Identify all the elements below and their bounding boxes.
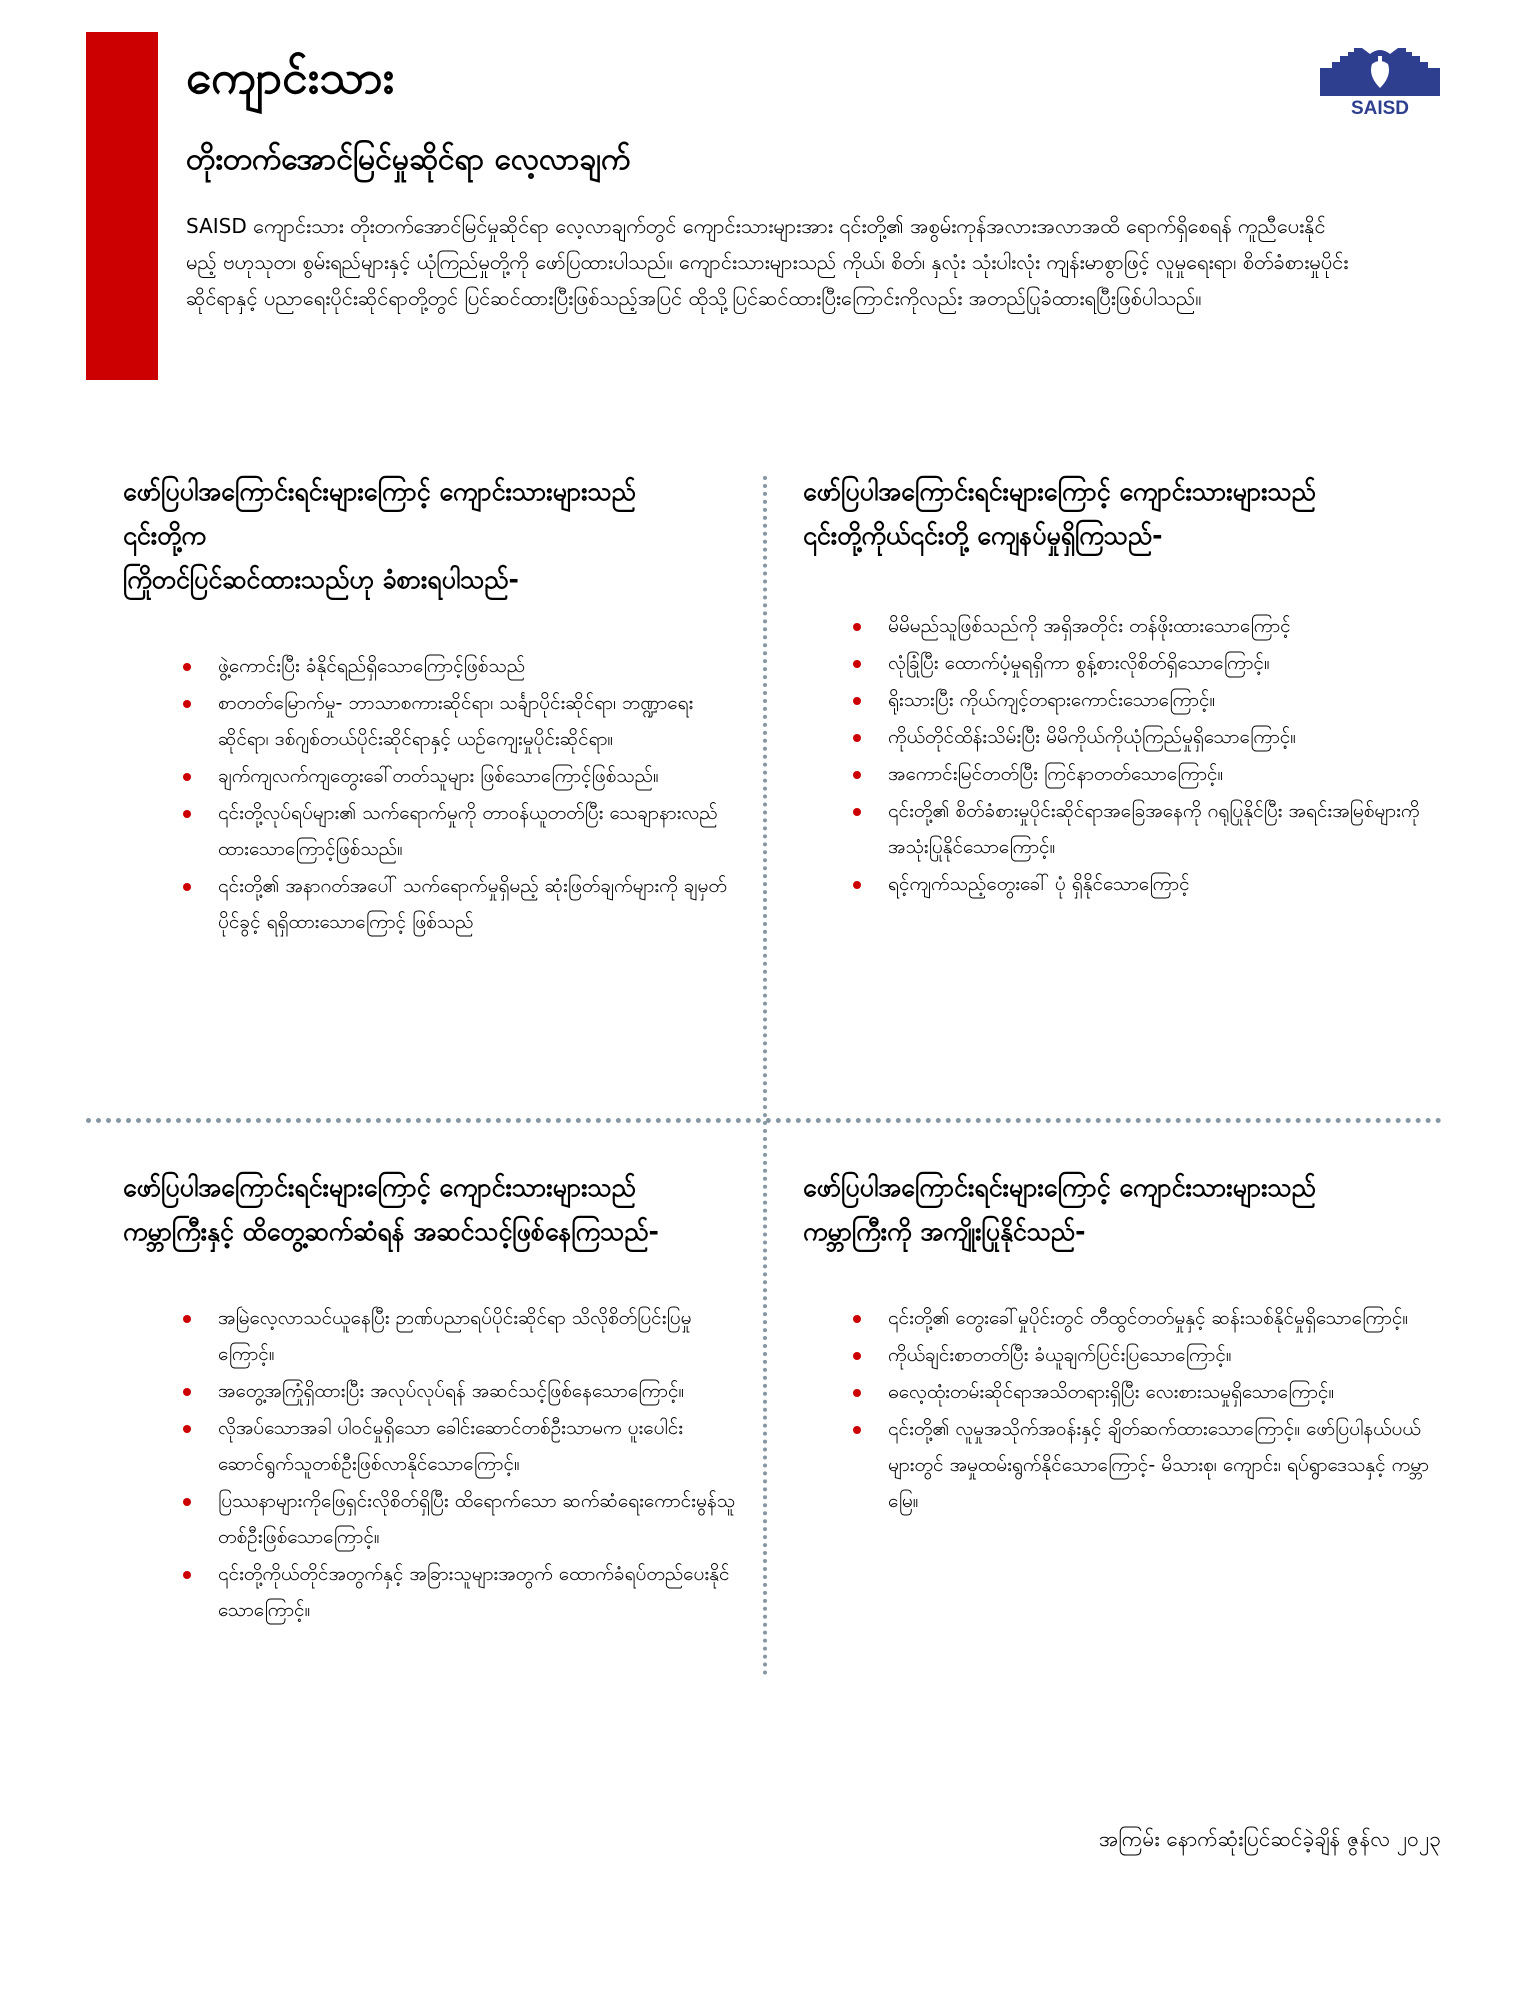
list-item bbox=[218, 1410, 743, 1482]
logo-text: SAISD bbox=[1350, 98, 1410, 119]
list-item-text: ချက်ကျလက်ကျတွေးခေါ်တတ်သူများ ဖြစ်သောကြောင့်ဖြစ်သည်။ bbox=[218, 765, 659, 787]
bullet-list bbox=[123, 648, 743, 940]
list-item-text: ဓလေ့ထုံးတမ်းဆိုင်ရာအသိတရားရှိပြီး လေးစားသမှုရှိသောကြောင့်။ bbox=[888, 1381, 1335, 1403]
quadrant-satisfied bbox=[803, 470, 1443, 903]
heading-line: ၎င်းတို့ကိုယ်၎င်းတို့ ကျေနပ်မှုရှိကြသည်- bbox=[803, 521, 1163, 550]
list-item bbox=[888, 645, 1443, 681]
heading-line: ကြိုတင်ပြင်ဆင်ထားသည်ဟု ခံစားရပါသည်- bbox=[123, 565, 519, 594]
accent-bar bbox=[86, 32, 158, 380]
bullet-icon bbox=[183, 1388, 191, 1396]
quadrant-heading bbox=[123, 470, 743, 602]
list-item-text: ဖွဲ့ကောင်းပြီး ခံနိုင်ရည်ရှိသောကြောင့်ဖြစ်သည် bbox=[218, 655, 526, 677]
list-item bbox=[218, 758, 743, 794]
list-item-text: ၎င်းတို့ကိုယ်တိုင်အတွက်နှင့် အခြားသူများအတွက် ထောက်ခံရပ်တည်ပေးနိုင်သောကြောင့်။ bbox=[218, 1563, 730, 1621]
list-item bbox=[218, 1556, 743, 1628]
quadrant-heading bbox=[803, 470, 1443, 558]
list-item bbox=[218, 1373, 743, 1409]
bullet-icon bbox=[183, 773, 191, 781]
list-item-text: လုံခြုံပြီး ထောက်ပံ့မှုရရှိကာ စွန့်စားလိုစိတ်ရှိသောကြောင့်။ bbox=[888, 652, 1270, 674]
heading-line: ဖော်ပြပါအကြောင်းရင်းများကြောင့် ကျောင်းသားများသည် bbox=[803, 477, 1316, 506]
bullet-icon bbox=[853, 881, 861, 889]
bullet-icon bbox=[853, 623, 861, 631]
list-item bbox=[218, 795, 743, 867]
list-item bbox=[888, 719, 1443, 755]
bullet-icon bbox=[183, 883, 191, 891]
list-item bbox=[888, 608, 1443, 644]
list-item-text: ၎င်းတို့၏ လူမှုအသိုက်အဝန်းနှင့် ချိတ်ဆက်ထားသောကြောင့်။ ဖော်ပြပါနယ်ပယ်များတွင် အမှုထမ်းရွက်နိုင်သောကြောင့်- မိသားစု၊ ကျောင်း၊ ရပ်ရွာဒေသနှင့် ကမ္ဘာမြေ။ bbox=[888, 1418, 1429, 1512]
quadrant-engage-world bbox=[123, 1166, 743, 1629]
heading-line: ၎င်းတို့က bbox=[123, 521, 206, 550]
bullet-icon bbox=[853, 808, 861, 816]
vertical-divider bbox=[763, 476, 767, 1676]
list-item bbox=[888, 1411, 1443, 1519]
heading-line: ဖော်ပြပါအကြောင်းရင်းများကြောင့် ကျောင်းသားများသည် bbox=[123, 1173, 636, 1202]
footer-draft-note: အကြမ်း နောက်ဆုံးပြင်ဆင်ခဲ့ချိန် ဇွန်လ ၂၀၂၃ bbox=[1098, 1827, 1441, 1851]
list-item bbox=[888, 682, 1443, 718]
quadrant-contribute-world bbox=[803, 1166, 1443, 1520]
list-item bbox=[888, 1337, 1443, 1373]
horizontal-divider bbox=[86, 1118, 1442, 1123]
heading-line: ဖော်ပြပါအကြောင်းရင်းများကြောင့် ကျောင်းသားများသည် bbox=[123, 477, 636, 506]
bullet-icon bbox=[853, 1315, 861, 1323]
list-item bbox=[888, 793, 1443, 865]
list-item-text: ရင့်ကျက်သည့်တွေးခေါ် ပုံ ရှိနိုင်သောကြောင့် bbox=[888, 873, 1190, 895]
list-item bbox=[218, 685, 743, 757]
saisd-logo bbox=[1318, 44, 1442, 119]
intro-paragraph: SAISD ကျောင်းသား တိုးတက်အောင်မြင်မှုဆိုင်ရာ လေ့လာချက်တွင် ကျောင်းသားများအား ၎င်းတို့၏ အစွမ်းကုန်အလားအလာအထိ ရောက်ရှိစေရန် ကူညီပေးနိုင်မည့် ဗဟုသုတ၊ စွမ်းရည်များနှင့် ယုံကြည်မှုတို့ကို ဖော်ပြထားပါသည်။ ကျောင်းသားများသည် ကိုယ်၊ စိတ်၊ နှလုံး သုံးပါးလုံး ကျန်းမာစွာဖြင့် လူမှုရေးရာ၊ စိတ်ခံစားမှုပိုင်းဆိုင်ရာနှင့် ပညာရေးပိုင်းဆိုင်ရာတို့တွင် ပြင်ဆင်ထားပြီးဖြစ်သည့်အပြင် ထိုသို့ပြင်ဆင်ထားပြီးကြောင်းကိုလည်း အတည်ပြုခံထားရပြီးဖြစ်ပါသည်။ bbox=[186, 214, 1349, 310]
list-item bbox=[888, 756, 1443, 792]
bullet-icon bbox=[853, 1352, 861, 1360]
bullet-icon bbox=[853, 734, 861, 742]
bullet-icon bbox=[183, 1315, 191, 1323]
bullet-icon bbox=[183, 1425, 191, 1433]
bullet-list bbox=[803, 1300, 1443, 1519]
list-item-text: ၎င်းတို့၏ အနာဂတ်အပေါ် သက်ရောက်မှုရှိမည့် ဆုံးဖြတ်ချက်များကို ချမှတ်ပိုင်ခွင့် ရရှိထားသောကြောင့် ဖြစ်သည် bbox=[218, 875, 727, 933]
list-item-text: ၎င်းတို့၏ တွေးခေါ်မှုပိုင်းတွင် တီထွင်တတ်မှုနှင့် ဆန်းသစ်နိုင်မှုရှိသောကြောင့်။ bbox=[888, 1307, 1409, 1329]
bullet-list bbox=[803, 608, 1443, 902]
list-item bbox=[218, 1483, 743, 1555]
list-item bbox=[218, 1300, 743, 1372]
bullet-icon bbox=[183, 663, 191, 671]
bullet-icon bbox=[853, 771, 861, 779]
bullet-icon bbox=[183, 1498, 191, 1506]
list-item-text: အကောင်းမြင်တတ်ပြီး ကြင်နာတတ်သောကြောင့်။ bbox=[888, 763, 1224, 785]
list-item-text: အတွေ့အကြုံရှိထားပြီး အလုပ်လုပ်ရန် အဆင်သင့်ဖြစ်နေသောကြောင့်။ bbox=[218, 1380, 685, 1402]
list-item bbox=[218, 648, 743, 684]
quadrant-heading bbox=[803, 1166, 1443, 1254]
list-item-text: ကိုယ်တိုင်ထိန်းသိမ်းပြီး မိမိကိုယ်ကိုယုံကြည်မှုရှိသောကြောင့်။ bbox=[888, 726, 1297, 748]
page-title: ကျောင်းသား bbox=[186, 50, 395, 104]
heading-line: ကမ္ဘာကြီးနှင့် ထိတွေ့ဆက်ဆံရန် အဆင်သင့်ဖြစ်နေကြသည်- bbox=[123, 1217, 659, 1246]
bullet-icon bbox=[853, 1389, 861, 1397]
list-item bbox=[218, 868, 743, 940]
list-item-text: ရိုးသားပြီး ကိုယ်ကျင့်တရားကောင်းသောကြောင့်။ bbox=[888, 689, 1216, 711]
page-subtitle: တိုးတက်အောင်မြင်မှုဆိုင်ရာ လေ့လာချက် bbox=[186, 142, 631, 177]
list-item-text: ၎င်းတို့လုပ်ရပ်များ၏ သက်ရောက်မှုကို တာဝန်ယူတတ်ပြီး သေချာနားလည်ထားသောကြောင့်ဖြစ်သည်။ bbox=[218, 802, 718, 860]
list-item bbox=[888, 866, 1443, 902]
bullet-icon bbox=[183, 1571, 191, 1579]
list-item-text: ပြဿနာများကိုဖြေရှင်းလိုစိတ်ရှိပြီး ထိရောက်သော ဆက်ဆံရေးကောင်းမွန်သူတစ်ဦးဖြစ်သောကြောင့်။ bbox=[218, 1490, 736, 1548]
quadrant-heading bbox=[123, 1166, 743, 1254]
list-item bbox=[888, 1300, 1443, 1336]
bullet-icon bbox=[183, 810, 191, 818]
bullet-icon bbox=[853, 660, 861, 668]
quadrant-prepared bbox=[123, 470, 743, 941]
bullet-icon bbox=[853, 697, 861, 705]
list-item-text: မိမိမည်သူဖြစ်သည်ကို အရှိအတိုင်း တန်ဖိုးထားသောကြောင့် bbox=[888, 615, 1291, 637]
bullet-icon bbox=[853, 1426, 861, 1434]
bullet-icon bbox=[183, 700, 191, 708]
list-item-text: လိုအပ်သောအခါ ပါဝင်မှုရှိသော ခေါင်းဆောင်တစ်ဦးသာမက ပူးပေါင်းဆောင်ရွက်သူတစ်ဦးဖြစ်လာနိုင်သောကြောင့်။ bbox=[218, 1417, 684, 1475]
list-item-text: အမြဲလေ့လာသင်ယူနေပြီး ဉာဏ်ပညာရပ်ပိုင်းဆိုင်ရာ သိလိုစိတ်ပြင်းပြမှုကြောင့်။ bbox=[218, 1307, 692, 1365]
list-item-text: ကိုယ်ချင်းစာတတ်ပြီး ခံယူချက်ပြင်းပြသောကြောင့်။ bbox=[888, 1344, 1232, 1366]
bullet-list bbox=[123, 1300, 743, 1628]
heading-line: ဖော်ပြပါအကြောင်းရင်းများကြောင့် ကျောင်းသားများသည် bbox=[803, 1173, 1316, 1202]
heading-line: ကမ္ဘာကြီးကို အကျိုးပြုနိုင်သည်- bbox=[803, 1217, 1086, 1246]
list-item-text: စာတတ်မြောက်မှု- ဘာသာစကားဆိုင်ရာ၊ သင်္ချာပိုင်းဆိုင်ရာ၊ ဘဏ္ဍာရေးဆိုင်ရာ၊ ဒစ်ဂျစ်တယ်ပိုင်းဆိုင်ရာနှင့် ယဉ်ကျေးမှုပိုင်းဆိုင်ရာ။ bbox=[218, 692, 694, 750]
list-item-text: ၎င်းတို့၏ စိတ်ခံစားမှုပိုင်းဆိုင်ရာအခြေအနေကို ဂရုပြုနိုင်ပြီး အရင်းအမြစ်များကို အသုံးပြုနိုင်သောကြောင့်။ bbox=[888, 800, 1420, 858]
list-item bbox=[888, 1374, 1443, 1410]
